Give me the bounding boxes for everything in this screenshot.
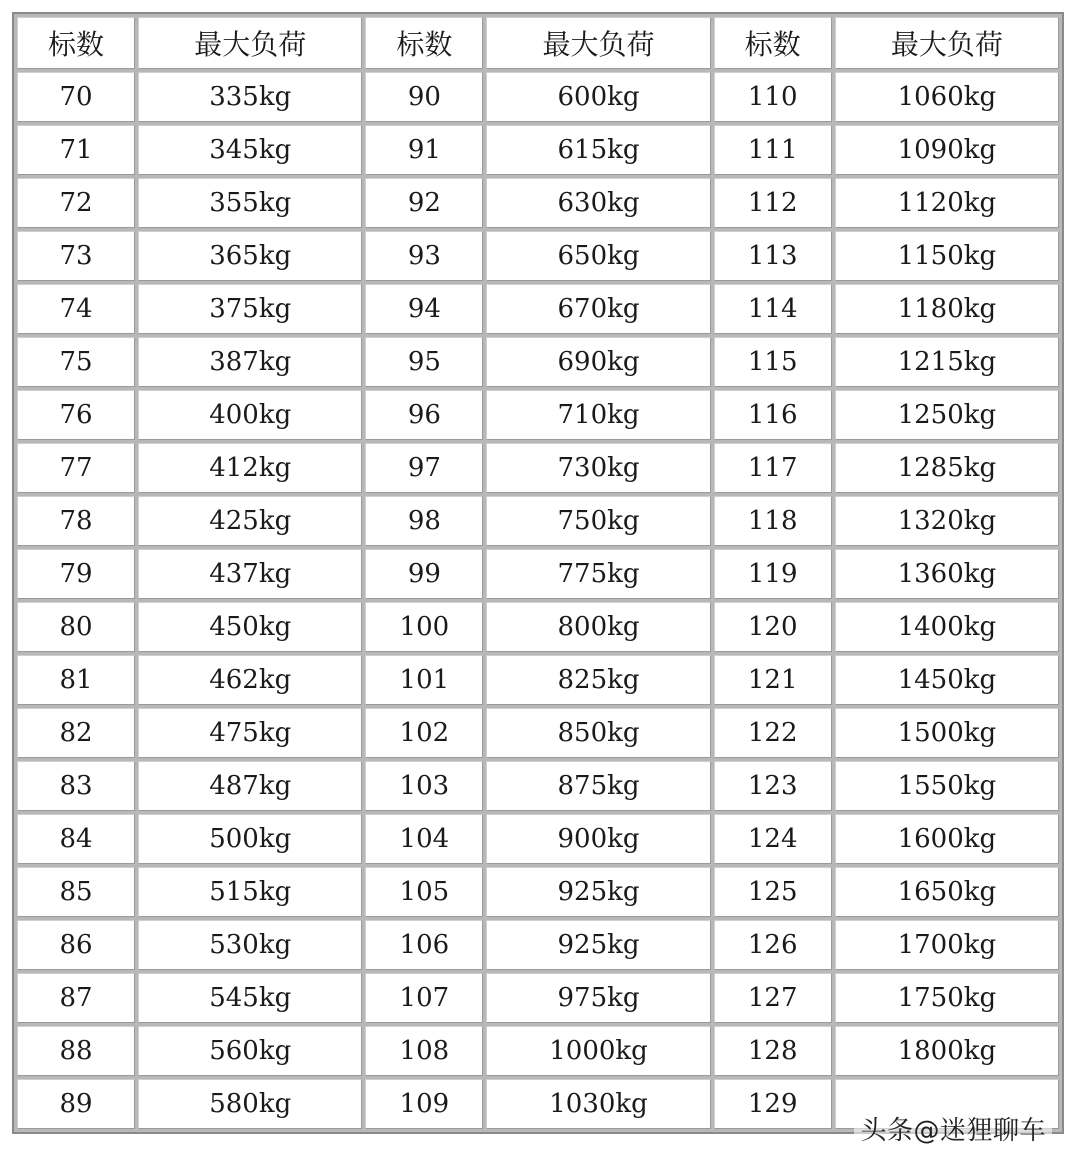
load-index-cell: 117 (714, 443, 832, 493)
max-load-cell: 1400kg (835, 602, 1059, 652)
load-index-cell: 89 (17, 1079, 135, 1129)
max-load-cell: 1650kg (835, 867, 1059, 917)
max-load-cell: 487kg (138, 761, 362, 811)
load-index-cell: 74 (17, 284, 135, 334)
max-load-cell: 1030kg (486, 1079, 710, 1129)
load-index-cell: 95 (365, 337, 483, 387)
load-index-cell: 121 (714, 655, 832, 705)
load-index-cell: 122 (714, 708, 832, 758)
max-load-cell: 580kg (138, 1079, 362, 1129)
max-load-cell: 925kg (486, 920, 710, 970)
load-index-cell: 128 (714, 1026, 832, 1076)
load-index-cell: 70 (17, 72, 135, 122)
table-row (17, 72, 1059, 122)
load-index-cell: 109 (365, 1079, 483, 1129)
load-index-cell: 124 (714, 814, 832, 864)
load-index-cell: 116 (714, 390, 832, 440)
load-index-cell: 79 (17, 549, 135, 599)
table-row (17, 655, 1059, 705)
table-row (17, 337, 1059, 387)
max-load-cell: 650kg (486, 231, 710, 281)
load-index-cell: 127 (714, 973, 832, 1023)
load-index-cell: 106 (365, 920, 483, 970)
load-index-cell: 110 (714, 72, 832, 122)
max-load-cell: 1120kg (835, 178, 1059, 228)
load-index-cell: 80 (17, 602, 135, 652)
max-load-cell: 850kg (486, 708, 710, 758)
table-row (17, 814, 1059, 864)
load-index-cell: 85 (17, 867, 135, 917)
header-max-load: 最大负荷 (486, 17, 710, 69)
load-index-cell: 102 (365, 708, 483, 758)
table-row (17, 1026, 1059, 1076)
max-load-cell: 545kg (138, 973, 362, 1023)
table-row (17, 390, 1059, 440)
load-index-cell: 125 (714, 867, 832, 917)
max-load-cell: 475kg (138, 708, 362, 758)
max-load-cell: 1450kg (835, 655, 1059, 705)
max-load-cell: 630kg (486, 178, 710, 228)
table-header-row (17, 17, 1059, 69)
table-row (17, 867, 1059, 917)
load-index-cell: 98 (365, 496, 483, 546)
max-load-cell: 925kg (486, 867, 710, 917)
max-load-cell: 560kg (138, 1026, 362, 1076)
max-load-cell: 600kg (486, 72, 710, 122)
max-load-cell: 1320kg (835, 496, 1059, 546)
load-index-cell: 111 (714, 125, 832, 175)
max-load-cell: 412kg (138, 443, 362, 493)
load-index-cell: 72 (17, 178, 135, 228)
load-index-cell: 105 (365, 867, 483, 917)
load-index-cell: 108 (365, 1026, 483, 1076)
max-load-cell: 437kg (138, 549, 362, 599)
load-index-table (12, 12, 1064, 1134)
table-body (17, 72, 1059, 1129)
header-load-index: 标数 (365, 17, 483, 69)
max-load-cell: 1700kg (835, 920, 1059, 970)
header-max-load: 最大负荷 (138, 17, 362, 69)
table-row (17, 708, 1059, 758)
load-index-cell: 90 (365, 72, 483, 122)
max-load-cell: 375kg (138, 284, 362, 334)
load-index-cell: 78 (17, 496, 135, 546)
load-index-cell: 75 (17, 337, 135, 387)
max-load-cell: 775kg (486, 549, 710, 599)
max-load-cell: 800kg (486, 602, 710, 652)
max-load-cell: 900kg (486, 814, 710, 864)
load-index-cell: 73 (17, 231, 135, 281)
max-load-cell: 1750kg (835, 973, 1059, 1023)
max-load-cell: 400kg (138, 390, 362, 440)
max-load-cell: 450kg (138, 602, 362, 652)
max-load-cell: 750kg (486, 496, 710, 546)
max-load-cell: 1180kg (835, 284, 1059, 334)
load-index-cell: 84 (17, 814, 135, 864)
max-load-cell: 1150kg (835, 231, 1059, 281)
max-load-cell: 1000kg (486, 1026, 710, 1076)
max-load-cell: 1550kg (835, 761, 1059, 811)
max-load-cell: 1250kg (835, 390, 1059, 440)
max-load-cell: 1215kg (835, 337, 1059, 387)
table-row (17, 125, 1059, 175)
max-load-cell: 1285kg (835, 443, 1059, 493)
table-row (17, 973, 1059, 1023)
load-index-cell: 101 (365, 655, 483, 705)
load-index-cell: 100 (365, 602, 483, 652)
load-index-cell: 92 (365, 178, 483, 228)
load-index-cell: 97 (365, 443, 483, 493)
load-index-cell: 83 (17, 761, 135, 811)
load-index-cell: 126 (714, 920, 832, 970)
max-load-cell: 1500kg (835, 708, 1059, 758)
table-row (17, 602, 1059, 652)
table-row (17, 443, 1059, 493)
max-load-cell: 500kg (138, 814, 362, 864)
max-load-cell: 462kg (138, 655, 362, 705)
load-index-cell: 87 (17, 973, 135, 1023)
load-index-cell: 76 (17, 390, 135, 440)
load-index-cell: 99 (365, 549, 483, 599)
max-load-cell: 425kg (138, 496, 362, 546)
max-load-cell: 1360kg (835, 549, 1059, 599)
load-index-cell: 93 (365, 231, 483, 281)
max-load-cell: 1060kg (835, 72, 1059, 122)
load-index-cell: 81 (17, 655, 135, 705)
load-index-cell: 96 (365, 390, 483, 440)
table-row (17, 920, 1059, 970)
load-index-cell: 107 (365, 973, 483, 1023)
max-load-cell: 530kg (138, 920, 362, 970)
load-index-cell: 118 (714, 496, 832, 546)
table-row (17, 761, 1059, 811)
max-load-cell: 335kg (138, 72, 362, 122)
table-row (17, 284, 1059, 334)
max-load-cell: 515kg (138, 867, 362, 917)
load-index-cell: 82 (17, 708, 135, 758)
max-load-cell: 825kg (486, 655, 710, 705)
max-load-cell: 1600kg (835, 814, 1059, 864)
table-row (17, 178, 1059, 228)
max-load-cell: 1090kg (835, 125, 1059, 175)
max-load-cell: 975kg (486, 973, 710, 1023)
load-index-cell: 94 (365, 284, 483, 334)
max-load-cell: 355kg (138, 178, 362, 228)
load-index-cell: 120 (714, 602, 832, 652)
load-index-cell: 91 (365, 125, 483, 175)
max-load-cell: 1800kg (835, 1026, 1059, 1076)
load-index-cell: 71 (17, 125, 135, 175)
header-max-load: 最大负荷 (835, 17, 1059, 69)
load-index-cell: 129 (714, 1079, 832, 1129)
load-index-cell: 119 (714, 549, 832, 599)
max-load-cell: 730kg (486, 443, 710, 493)
header-load-index: 标数 (714, 17, 832, 69)
table-row (17, 549, 1059, 599)
load-index-cell: 112 (714, 178, 832, 228)
max-load-cell: 615kg (486, 125, 710, 175)
max-load-cell: 875kg (486, 761, 710, 811)
watermark-text: 头条@迷狸聊车 (854, 1108, 1052, 1149)
load-index-cell: 88 (17, 1026, 135, 1076)
load-index-cell: 86 (17, 920, 135, 970)
max-load-cell: 387kg (138, 337, 362, 387)
max-load-cell: 345kg (138, 125, 362, 175)
max-load-cell: 670kg (486, 284, 710, 334)
load-index-cell: 123 (714, 761, 832, 811)
max-load-cell: 710kg (486, 390, 710, 440)
load-index-cell: 77 (17, 443, 135, 493)
load-index-cell: 104 (365, 814, 483, 864)
load-index-cell: 113 (714, 231, 832, 281)
load-index-cell: 115 (714, 337, 832, 387)
table-row (17, 231, 1059, 281)
header-load-index: 标数 (17, 17, 135, 69)
table-row (17, 496, 1059, 546)
load-index-cell: 103 (365, 761, 483, 811)
load-index-cell: 114 (714, 284, 832, 334)
max-load-cell: 365kg (138, 231, 362, 281)
max-load-cell: 690kg (486, 337, 710, 387)
